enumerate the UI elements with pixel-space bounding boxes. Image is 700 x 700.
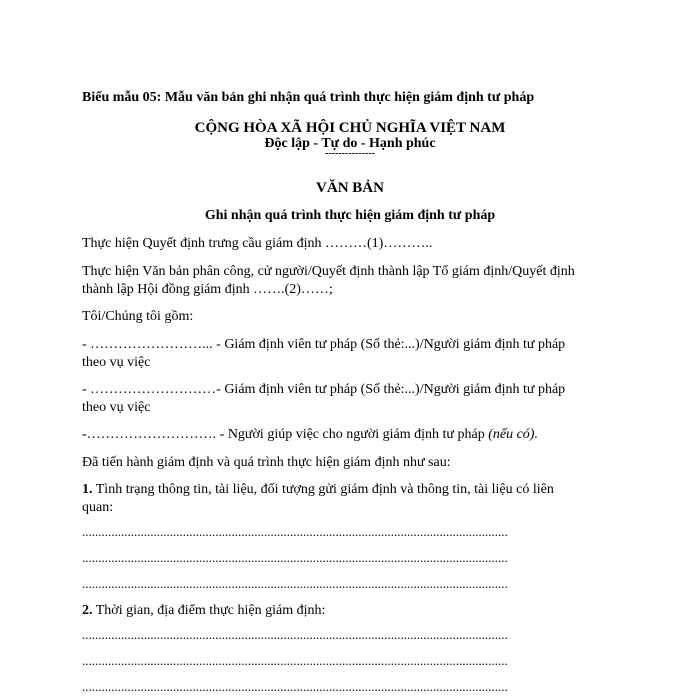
section-1-number: 1. — [82, 482, 93, 497]
country-name: CỘNG HÒA XÃ HỘI CHỦ NGHĨA VIỆT NAM — [194, 120, 506, 136]
expert-1-line-1: - ……………………... - Giám định viên tư pháp (Số thẻ:...)/Người giám định tư pháp — [82, 337, 566, 352]
document-subtitle: Ghi nhận quá trình thực hiện giám định tư pháp — [204, 208, 496, 223]
section-1-text: Tình trạng thông tin, tài liệu, đối tượng gửi giám định và thông tin, tài liệu có liên — [92, 482, 554, 497]
section-1-fill-line: ................................................................................................................................... — [82, 576, 508, 591]
decision-line: Thực hiện Quyết định trưng cầu giám định ………(1)……….. — [82, 236, 433, 251]
section-2-fill-line: ................................................................................................................................... — [82, 679, 508, 694]
proceeded-line: Đã tiến hành giám định và quá trình thực hiện giám định như sau: — [82, 455, 451, 470]
assistant-line — [82, 426, 622, 444]
section-1-line-2: quan: — [82, 500, 114, 515]
section-1-fill-line: ................................................................................................................................... — [82, 550, 508, 565]
section-2-fill-line: ................................................................................................................................... — [82, 653, 508, 668]
section-1-fill-line: ................................................................................................................................... — [82, 524, 508, 539]
section-2-fill-line: ................................................................................................................................... — [82, 627, 508, 642]
members-intro: Tôi/Chúng tôi gồm: — [82, 309, 194, 324]
section-2-text: Thời gian, địa điểm thực hiện giám định: — [92, 603, 326, 618]
national-motto: Độc lập - Tự do - Hạnh phúc — [264, 136, 436, 151]
assistant-note: (nếu có). — [488, 427, 538, 442]
section-2-line — [82, 602, 622, 620]
assignment-line-2: thành lập Hội đồng giám định …….(2)……; — [82, 282, 333, 297]
assistant-text: -………………………. - Người giúp việc cho người giám định tư pháp — [82, 427, 489, 442]
section-2-number: 2. — [82, 603, 93, 618]
motto-rule: --------------- — [325, 148, 375, 159]
assignment-line-1: Thực hiện Văn bản phân công, cử người/Quyết định thành lập Tổ giám định/Quyết định — [82, 264, 575, 279]
expert-2-line-2: theo vụ việc — [82, 400, 151, 415]
section-1-line-1 — [82, 481, 622, 499]
form-title: Biểu mẫu 05: Mẫu văn bản ghi nhận quá trình thực hiện giám định tư pháp — [82, 90, 535, 105]
document-type: VĂN BẢN — [316, 180, 384, 196]
expert-1-line-2: theo vụ việc — [82, 355, 151, 370]
expert-2-line-1: - ………………………- Giám định viên tư pháp (Số thẻ:...)/Người giám định tư pháp — [82, 382, 566, 397]
